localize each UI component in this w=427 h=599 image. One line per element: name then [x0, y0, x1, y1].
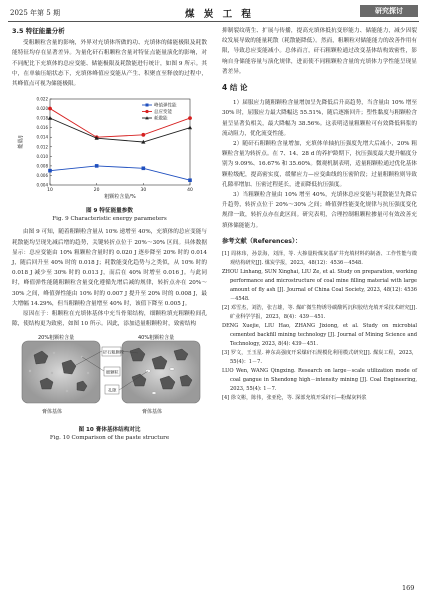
figure-9 [12, 93, 207, 223]
label-pore: 孔隙 [108, 387, 117, 393]
series-line-1 [50, 166, 190, 180]
page-number: 169 [402, 584, 415, 592]
label-right-matrix: 膏体基体 [142, 409, 163, 416]
y-tick-label: 0.014 [36, 134, 48, 140]
x-tick-label: 30 [140, 188, 147, 194]
reference-item: ZHOU Linhang, SUN Xinghai, LIU Ze, et al. Study on preparation, working performance and microstructure of coal mine filling material with large amount of fly ash [J]. Journal of China Coal Society, 2023, 48(12): 4536－4548. [222, 269, 417, 303]
data-point [142, 167, 146, 171]
left-paragraph-2: 由图 9 可知，随着粗颗粒含量从 10% 递增至 40%，充填体的总应变能与耗散能均呈现先减后增的趋势，关键转折点位于 20%～30% 区间。具体数据显示：总应变能由 10% 粗颗粒含量时的 0.020 J 逐步降至 20% 时的 0.014 J，随后回升至 40% 时的 0.018 J；耗散能变化趋势与之类似，从 10% 时的 0.018 J 减少至 30% 时的 0.013 J，而后在 40% 时增至 0.016 J。与此同时，峰值弹性能随粗颗粒含量变化遵循先增后减的规律，转折点亦在 20%～30% 之间，峰值弹性能由 10% 时的 0.007 J 提升至 20% 时的 0.008 J，最大增幅 14.29%，但当粗颗粒含量增至 40% 时，该值下降至 0.005 J。 [12, 229, 207, 307]
reference-item: [4] 徐文彬，陈伟，张亚伦，等. 深部充填开采矸石—粉煤灰料浆 [222, 395, 367, 402]
y-tick-label: 0.012 [36, 144, 48, 150]
energy-chart [12, 93, 207, 203]
y-tick-label: 0.020 [36, 106, 48, 112]
reference-item: [3] 罗文，王玉星. 神东高强度开采煤矸石规模化利用模式研究[J]. 煤炭工程，2023，55(4)：1－7. [222, 350, 417, 366]
conclusion-2: 2）随矸石粗颗粒含量增加，充填体单轴抗压强度先增大后减小，20% 粗颗粒含量为转折点。在 7、14、28 d 的养护龄期下，抗压强度最大提升幅度分别为 9.09%、16.67% 和 35.60%。微观机制表明，适量粗颗粒通过优化基体颗粒级配，提高密实度，缓解应力—应变曲线的压密阶段；过量粗颗粒则导致孔隙率增加、压密过程延长，进而降低抗压强度。 [222, 141, 417, 188]
data-point [48, 116, 52, 120]
references-title: 参考文献（References）： [222, 237, 302, 245]
conclusion-1: 1）届服应力随粗颗粒含量增加呈先降低后升高趋势，当含量由 10% 增至 30% 时，屈服应力最大降幅达 55.51%，随后逐渐回升；塑性黏度与粗颗粒含量呈显著负相关，最大降幅为 38.56%。这表明适量粗颗粒可有效降低料浆的流动阻力，优化流变性能。 [222, 100, 417, 137]
x-tick-label: 10 [47, 188, 53, 194]
y-tick-label: 0.022 [36, 96, 48, 102]
data-point [48, 107, 52, 111]
legend-label: 耗散能 [154, 116, 168, 122]
y-tick-label: 0.016 [36, 125, 48, 131]
left-column [12, 26, 207, 442]
legend-label: 总应变能 [154, 110, 172, 116]
figure-9-caption-en: Fig. 9 Characteristic energy parameters [52, 216, 167, 223]
x-tick-label: 20 [93, 188, 100, 194]
data-point [141, 133, 145, 137]
issue-label: 2025 年第 5 期 [10, 9, 60, 17]
y-tick-label: 0.004 [36, 182, 48, 188]
header-divider [8, 21, 419, 22]
y-axis-label: 能量/J [18, 135, 24, 149]
reference-item: DENG Xuejie, LIU Hao, ZHANG Jixiong, et al. Study on microbial cemented backfill mining technology [J]. Journal of Mining Science and Technology, 2023, 8(4): 439－451. [222, 323, 417, 348]
y-tick-label: 0.010 [36, 154, 48, 160]
left-paragraph-3: 原因在于：粗颗粒在充填体基体中充当骨架结构，细颗粒填充粗颗粒间孔隙，使结构更为致密，如图 10 所示。因此，添加适量粗颗粒时，致密结构 [12, 311, 207, 328]
y-tick-label: 0.008 [36, 163, 48, 169]
figure-10 [12, 333, 207, 441]
reference-item: [1] 周林玮，孙景海，刘泽，等. 大掺量粉煤灰基矿井充填材料的制备、工作性能与微观结构研究[J]. 煤炭学报，2023，48(12)：4536－4548. [222, 251, 417, 267]
data-point [48, 169, 52, 173]
conclusion-3: 3）当粗颗粒含量由 10% 增至 40%，充填体总应变能与耗散能呈先降后升趋势，转折点位于 20%～30% 之间；峰值弹性能变化规律与抗压强度变化规律一致，转折点亦在此区间。研究表明，合理控制粗颗粒掺量可有效改善充填体储能能力。 [222, 192, 417, 229]
journal-title: 煤 炭 工 程 [185, 9, 254, 20]
data-point [188, 179, 192, 183]
paste-structure-diagram [12, 333, 207, 421]
reference-list [222, 250, 417, 403]
label-left-matrix: 膏体基体 [42, 409, 63, 416]
label-20-percent: 20%粗颗粒含量 [38, 335, 75, 342]
reference-item: LUO Wen, WANG Qingxing. Research on large－scale utilization mode of coal gangue in Shendong high－intensity mining [J]. Coal Engineering, 2023, 55(4): 1－7. [222, 368, 417, 393]
data-point [188, 116, 192, 120]
label-fine: 细颗粒 [106, 369, 119, 375]
section-tag: 研究探讨 [360, 5, 418, 17]
figure-10-caption-cn: 图 10 膏体基体结构对比 [78, 426, 141, 433]
legend-marker [146, 104, 149, 107]
legend-label: 峰值弹性能 [154, 103, 177, 109]
label-gangue: 矸石粗颗粒 [103, 349, 124, 355]
section-4-title: 4 结 论 [222, 83, 248, 93]
page-header [0, 0, 427, 22]
reference-item: [2] 邓雪杰，刘浩，张吉雄，等. 煤矿微生物诱导碳酸钙沉积胶结充填开采技术研究[J]. 矿业科学学报，2023，8(4)：439－451. [222, 305, 417, 321]
figure-10-caption-en: Fig. 10 Comparison of the paste structure [49, 434, 170, 441]
section-3-5-title: 3.5 特征能量分析 [12, 27, 65, 35]
right-paragraph-1: 抑制裂纹萌生、扩展与传播，提高充填体抵抗变形能力、储能能力，减少因裂纹发展导致的能量耗散（耗散能降低）。然而，粗颗粒对储能能力的改善作用有限，导致总应变能减小。总体而言，矸石粗颗粒通过改变基体结构效密性，影响自身储能容量与演化规律，进而使不同粗颗粒含量的充填体力学性能呈现显著差异。 [222, 28, 417, 75]
data-point [188, 126, 192, 130]
label-40-percent: 40%粗颗粒含量 [138, 335, 175, 342]
right-column [222, 26, 417, 403]
data-point [95, 164, 99, 168]
left-paragraph-1: 受粗颗粒含量的影响，外界对充填体所做的功、充填体的储能极限及耗散能特征均存在显著差异。为量化矸石粗颗粒含量对特征点能量演化的影响，对不同配比下充填体的总应变能、储能极限及耗散能进行统计，如图 9 所示。其中，在单轴压缩状态下，充填体峰值应变能从产生、积聚直至释放的过程中，其峰值点可视为储能极限。 [12, 40, 207, 88]
y-tick-label: 0.018 [36, 115, 48, 121]
figure-9-caption-cn: 图 9 特征能量参数 [86, 208, 133, 215]
y-tick-label: 0.006 [36, 173, 48, 179]
x-tick-label: 40 [187, 188, 193, 194]
legend-marker [145, 110, 148, 113]
x-axis-label: 粗颗粒含量/% [104, 194, 136, 201]
